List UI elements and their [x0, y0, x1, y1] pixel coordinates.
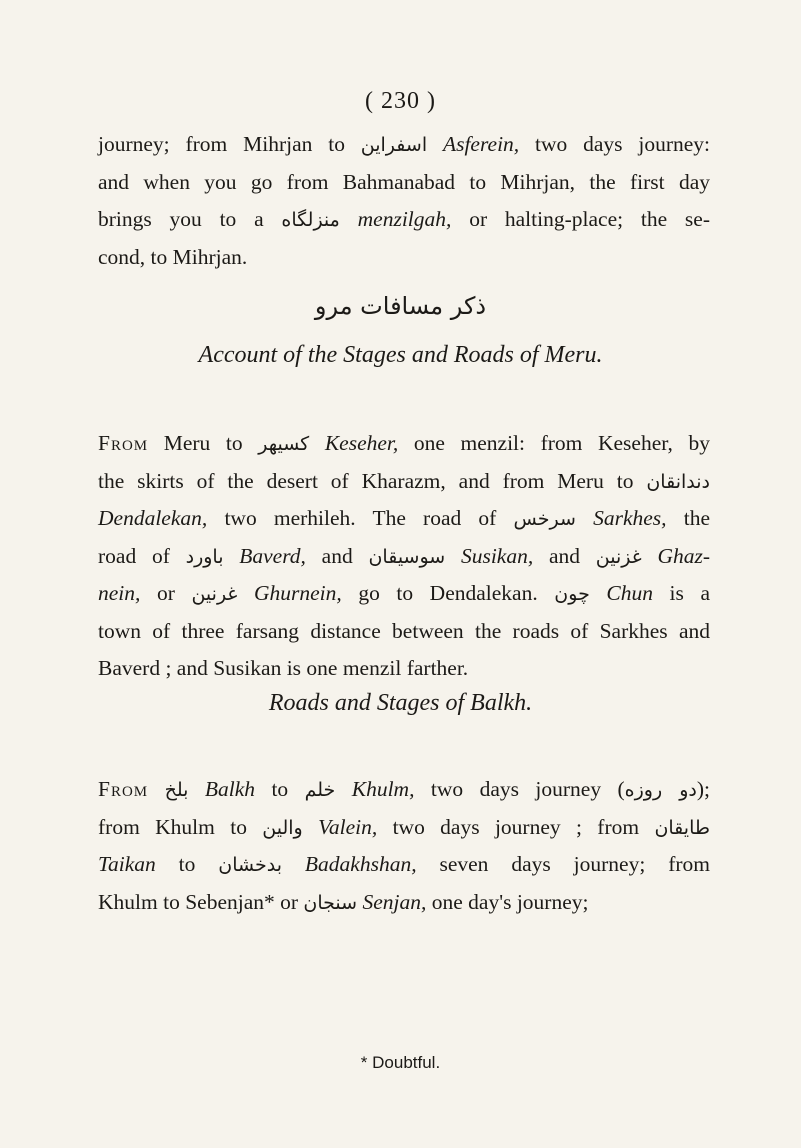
text-run: [224, 544, 240, 568]
heading-meru: Account of the Stages and Roads of Meru.: [198, 342, 603, 368]
text-run: go to Dendalekan.: [341, 581, 555, 605]
text-run: one day's journey;: [426, 889, 589, 914]
transliterated-name: Sarkhes,: [593, 506, 667, 530]
text-line: [98, 500, 710, 538]
persian-name: دندانقان: [646, 470, 710, 493]
persian-name: غرنین: [191, 583, 238, 605]
transliterated-name: Chun: [606, 581, 653, 605]
transliterated-name: Dendalekan,: [98, 506, 208, 530]
transliterated-name: Baverd,: [239, 543, 306, 568]
transliterated-name: menzilgah,: [357, 207, 452, 231]
text-run: is a: [652, 581, 711, 605]
text-line: [98, 650, 710, 688]
persian-name: باورد: [185, 545, 224, 568]
text-run: [642, 544, 658, 568]
text-run: one menzil: from Keseher, by: [398, 431, 711, 455]
transliterated-name: Asferein,: [442, 132, 520, 156]
text-run: Khulm to Sebenjan* or: [98, 889, 304, 914]
text-run: [237, 581, 254, 605]
text-line: [98, 575, 710, 613]
text-run: the: [666, 506, 710, 530]
text-run: to: [155, 852, 219, 876]
transliterated-name: Taikan: [98, 852, 156, 876]
persian-name: منزلگاه: [281, 209, 340, 231]
text-run: [427, 132, 443, 156]
persian-name: چون: [554, 583, 590, 605]
persian-name: دو روزه: [624, 779, 697, 801]
paragraph-balkh-stages: [98, 771, 710, 921]
text-run: two days journey ; from: [377, 814, 655, 839]
transliterated-name: Valein,: [318, 814, 378, 839]
persian-name: طایقان: [654, 816, 710, 839]
text-run: [576, 506, 593, 530]
footnote: * Doubtful.: [360, 1053, 441, 1072]
transliterated-name: nein,: [98, 581, 141, 605]
text-run: seven days journey; from: [416, 852, 710, 876]
text-line: [98, 809, 710, 847]
text-run: road of: [98, 543, 186, 568]
text-run: journey; from Mihrjan to: [98, 132, 361, 156]
paragraph-bahmanabad: [98, 126, 710, 276]
small-caps-lead: From: [98, 431, 149, 455]
heading-balkh: Roads and Stages of Balkh.: [268, 690, 533, 716]
text-run: cond, to Mihrjan.: [98, 244, 248, 269]
text-run: town of three farsang distance between the roads of Sarkhes and: [98, 618, 710, 643]
transliterated-name: Keseher,: [324, 431, 399, 455]
text-line: [98, 239, 710, 277]
text-run: [335, 777, 351, 801]
text-run: brings you to a: [98, 207, 282, 231]
persian-name: غزنین: [595, 545, 642, 568]
page-number: ( 230 ): [365, 88, 436, 114]
persian-name: سرخس: [513, 508, 576, 530]
persian-name: سوسیقان: [368, 545, 446, 568]
transliterated-name: Ghurnein,: [253, 581, 342, 605]
text-run: [303, 815, 318, 839]
text-run: [445, 544, 461, 568]
text-run: to: [255, 777, 305, 801]
text-line: [98, 846, 710, 884]
text-line: [98, 201, 710, 239]
text-run: [282, 852, 305, 876]
persian-name: بلخ: [164, 779, 189, 801]
text-run: or: [140, 581, 192, 605]
text-line: [98, 463, 710, 501]
text-line: [98, 538, 710, 576]
persian-name: والین: [262, 816, 303, 839]
text-line: [98, 771, 710, 809]
text-run: [309, 431, 325, 455]
text-run: two merhileh. The road of: [207, 506, 514, 530]
text-run: and: [305, 543, 369, 568]
persian-name: خلم: [304, 779, 336, 801]
text-run: two days journey:: [519, 132, 711, 156]
text-line: [98, 613, 710, 651]
text-run: and: [533, 543, 596, 568]
transliterated-name: Khulm,: [351, 777, 415, 801]
transliterated-name: Balkh: [204, 777, 256, 801]
persian-name: بدخشان: [218, 854, 282, 876]
transliterated-name: Ghaz-: [657, 543, 710, 568]
text-run: Baverd ; and Susikan is one menzil farther.: [98, 656, 469, 680]
small-caps-lead: From: [98, 777, 149, 801]
persian-name: سنجان: [303, 891, 358, 914]
text-line: [98, 126, 710, 164]
text-run: );: [696, 777, 711, 801]
text-run: from Khulm to: [98, 814, 263, 839]
persian-name: کسیهر: [258, 433, 310, 455]
persian-name: اسفراین: [360, 134, 428, 156]
text-run: and when you go from Bahmanabad to Mihrjan, the first day: [98, 169, 710, 194]
text-line: [98, 425, 710, 463]
arabic-section-heading: ذکر مسافات مرو: [314, 292, 487, 320]
transliterated-name: Susikan,: [460, 543, 534, 568]
text-run: or halting-place; the se-: [451, 207, 710, 231]
paragraph-meru-stages: [98, 425, 710, 688]
text-run: two days journey (: [414, 777, 625, 801]
transliterated-name: Senjan,: [362, 889, 427, 914]
transliterated-name: Badakhshan,: [304, 852, 417, 876]
text-run: [148, 777, 164, 801]
text-run: [188, 777, 204, 801]
text-run: [590, 581, 607, 605]
text-run: Meru to: [148, 431, 259, 455]
text-line: [98, 164, 710, 202]
text-run: the skirts of the desert of Kharazm, and from Meru to: [98, 468, 647, 493]
text-run: [340, 207, 358, 231]
text-line: [98, 884, 710, 922]
